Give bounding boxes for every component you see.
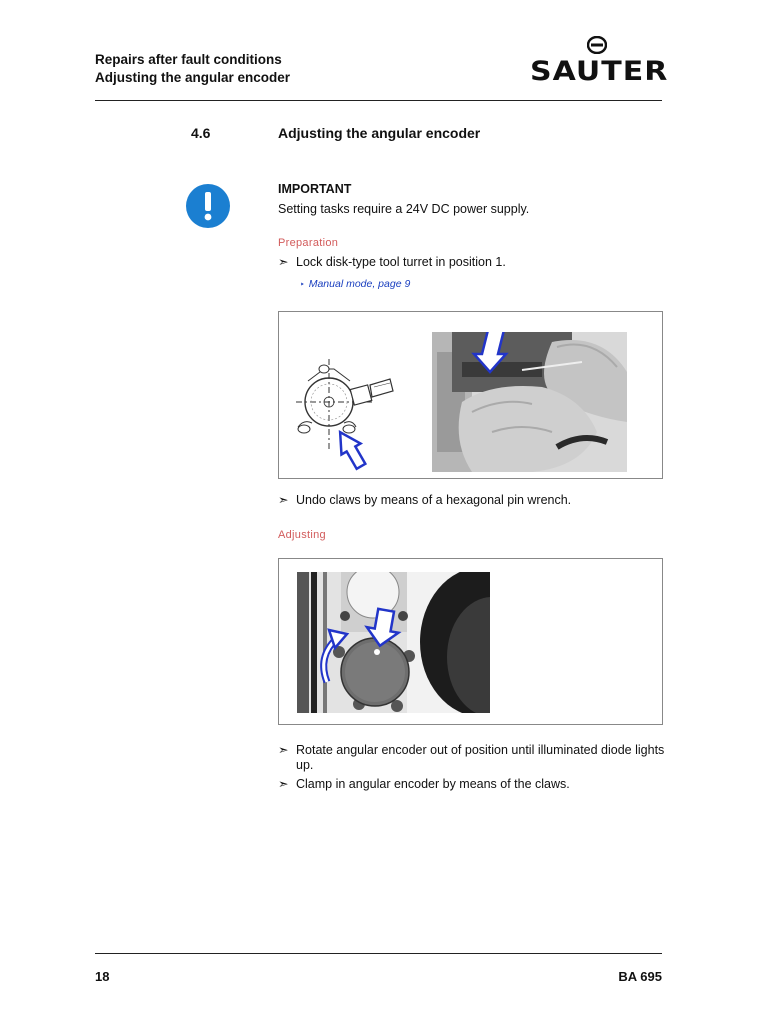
bullet-arrow-icon: ➣ (278, 777, 289, 791)
important-title: IMPORTANT (278, 182, 352, 196)
document-code: BA 695 (618, 969, 662, 984)
logo-wordmark: SAUTER (530, 55, 669, 88)
adjusting-step-1: ➣ Rotate angular encoder out of position until illuminated diode lights up. (278, 743, 665, 772)
preparation-heading: Preparation (278, 237, 339, 249)
bullet-arrow-icon: ➣ (278, 493, 289, 507)
preparation-step-1: ➣ Lock disk-type tool turret in position 1. (278, 255, 506, 269)
header-rule (95, 100, 662, 101)
section-title: Adjusting the angular encoder (278, 125, 481, 141)
section-number: 4.6 (191, 125, 211, 141)
exclamation-icon (185, 183, 231, 229)
adjusting-step-2: ➣ Clamp in angular encoder by means of the claws. (278, 777, 570, 791)
figure-undo-claws (278, 311, 663, 479)
bullet-arrow-icon: ➣ (278, 255, 289, 269)
link-arrow-icon: ‣ (300, 280, 305, 289)
footer-rule (95, 953, 662, 954)
bullet-arrow-icon: ➣ (278, 743, 289, 757)
page-number: 18 (95, 969, 110, 984)
header-title-line2: Adjusting the angular encoder (95, 70, 291, 85)
photo-pin-wrench (432, 332, 627, 472)
preparation-step-2: ➣ Undo claws by means of a hexagonal pin wrench. (278, 493, 572, 507)
photo-encoder (297, 572, 490, 713)
manual-mode-link-text[interactable]: Manual mode, page 9 (308, 278, 411, 290)
sauter-logo (530, 36, 669, 88)
manual-mode-link[interactable] (300, 278, 410, 290)
figure-rotate-encoder (278, 558, 663, 725)
logo-emblem-icon (587, 36, 607, 54)
adjusting-heading: Adjusting (278, 529, 326, 541)
important-text: Setting tasks require a 24V DC power supply. (278, 202, 530, 216)
encoder-drawing (294, 357, 414, 472)
header-title-line1: Repairs after fault conditions (95, 52, 282, 67)
